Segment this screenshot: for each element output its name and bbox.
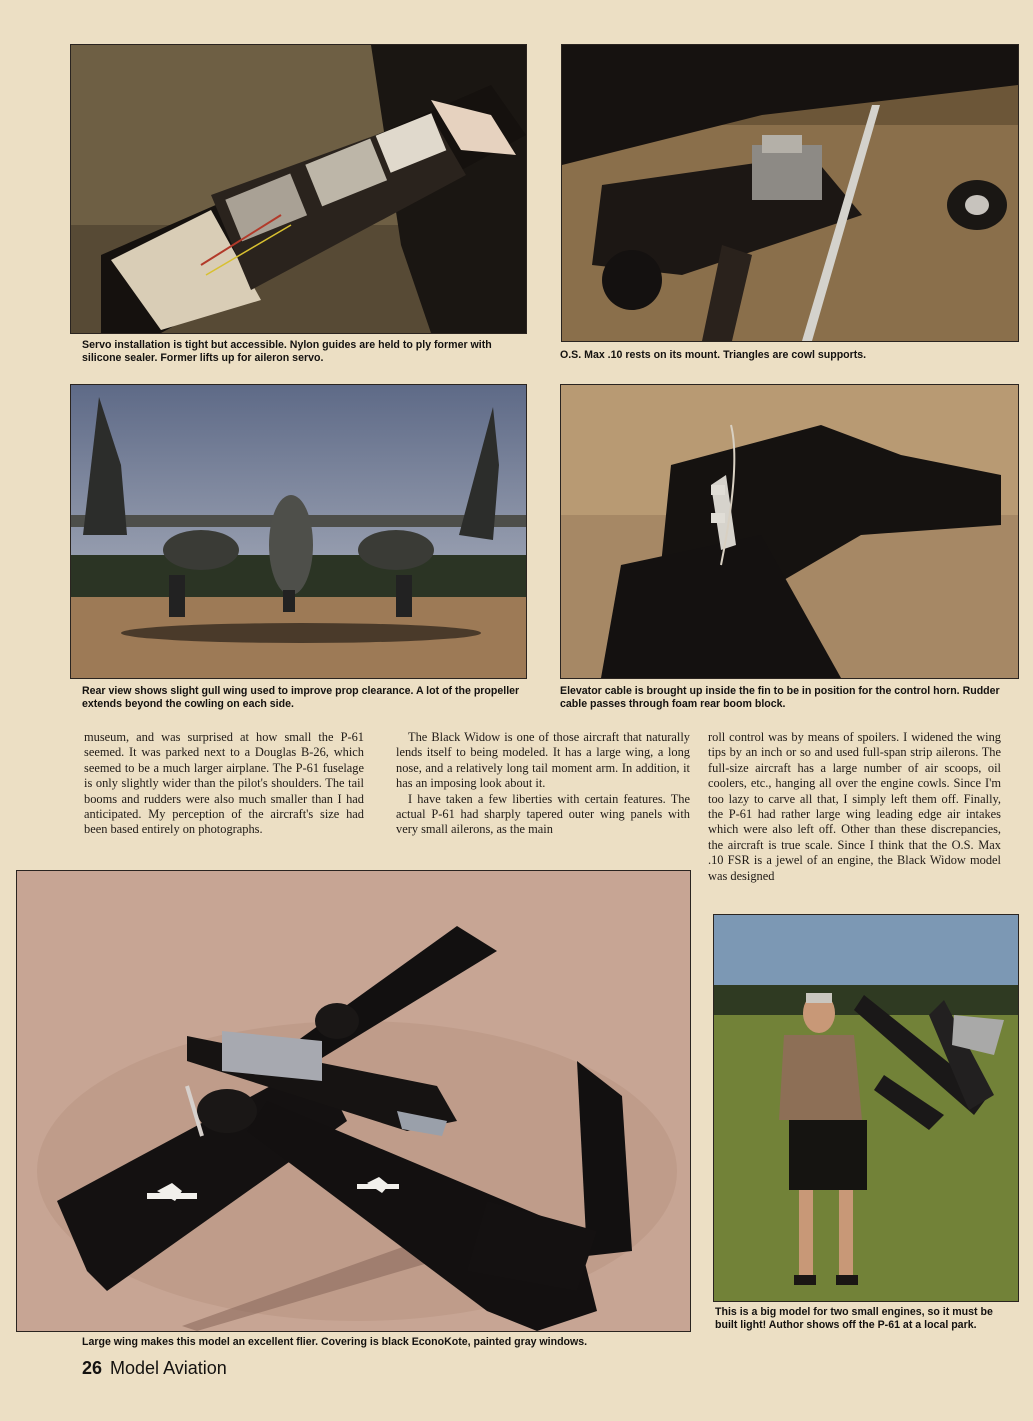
caption-elevator: Elevator cable is brought up inside the fin to be in position for the control horn. Rudder cable passes through foam rear boom block. (560, 685, 1000, 710)
article-paragraph: museum, and was surprised at how small the P-61 seemed. It was parked next to a Douglas B-26, which seemed to be a much larger airplane. The P-61 fuselage is only slightly wider than the pilot's shoulders. The tail booms and rudders were also much smaller than I had anticipated. My perception of the aircraft's size had been based entirely on photographs. (84, 730, 364, 837)
article-paragraph: The Black Widow is one of those aircraft that naturally lends itself to being modeled. It has a large wing, a long nose, and a relatively long tail moment arm. In addition, it has an imposing look about it. (396, 730, 690, 791)
article-paragraph: I have taken a few liberties with certain features. The actual P-61 had sharply tapered outer wing panels with very small ailerons, as the main (396, 791, 690, 837)
page-number: 26 (82, 1358, 103, 1378)
author-photo-image (714, 915, 1018, 1301)
engine-photo-image (562, 45, 1018, 341)
caption-engine: O.S. Max .10 rests on its mount. Triangles are cowl supports. (560, 349, 867, 361)
article-column-1 (84, 730, 364, 838)
caption-servo: Servo installation is tight but accessible. Nylon guides are held to ply former with silicone sealer. Former lifts up for aileron servo. (82, 339, 492, 364)
article-paragraph: roll control was by means of spoilers. I widened the wing tips by an inch or so and used full-span strip ailerons. The full-size aircraft has a large number of air scoops, oil coolers, etc., hanging all over the engine cowls. Since I'm too lazy to carve all that, I simply left them off. Finally, the P-61 had rather large wing leading edge air intakes which were also left off. Other than these discrepancies, the aircraft is true scale. Since I think that the O.S. Max .10 FSR is a jewel of an engine, the Black Widow model was designed (708, 730, 1001, 883)
elevator-photo-image (561, 385, 1018, 678)
photo-rear-view (70, 384, 527, 679)
photo-servo-installation (70, 44, 527, 334)
magazine-name: Model Aviation (110, 1358, 227, 1378)
caption-large-wing: Large wing makes this model an excellent flier. Covering is black EconoKote, painted gray windows. (82, 1336, 588, 1348)
page-footer (82, 1358, 227, 1379)
photo-author-with-model (713, 914, 1019, 1302)
servo-photo-image (71, 45, 526, 333)
photo-large-wing-model (16, 870, 691, 1332)
article-column-3 (708, 730, 1001, 884)
photo-elevator-fin (560, 384, 1019, 679)
article-column-2 (396, 730, 690, 838)
photo-engine-mount (561, 44, 1019, 342)
rear-view-photo-image (71, 385, 526, 678)
large-wing-photo-image (17, 871, 690, 1331)
caption-rear-view: Rear view shows slight gull wing used to improve prop clearance. A lot of the propeller extends beyond the cowling on each side. (82, 685, 520, 710)
caption-author: This is a big model for two small engines, so it must be built light! Author shows off the P-61 at a local park. (715, 1306, 993, 1331)
